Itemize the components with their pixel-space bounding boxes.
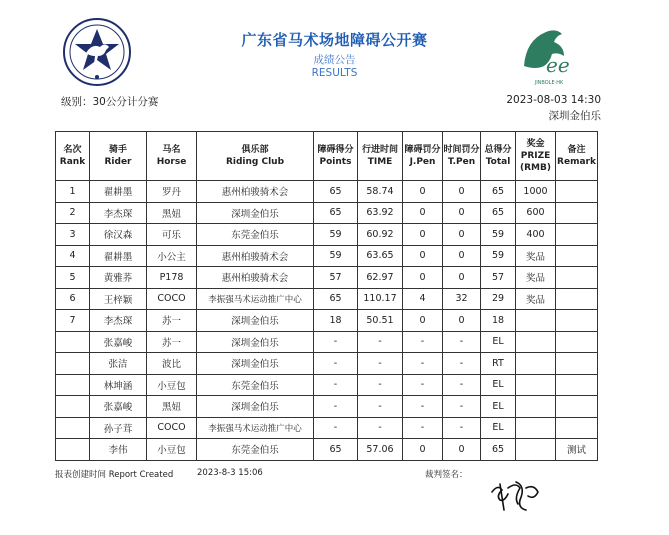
column-header-line: 时间罚分 <box>443 145 480 155</box>
cell-time: 58.74 <box>358 181 403 203</box>
cell-club: 深圳金伯乐 <box>197 331 314 353</box>
cell-total: 65 <box>481 439 516 461</box>
table-row <box>56 267 598 289</box>
table-row <box>56 310 598 332</box>
cell-remark <box>556 310 598 332</box>
cell-rider: 李伟 <box>90 439 147 461</box>
cell-remark <box>556 181 598 203</box>
cell-rider: 王梓颖 <box>90 288 147 310</box>
column-header-line: Points <box>319 157 352 167</box>
cell-club: 深圳金伯乐 <box>197 202 314 224</box>
cell-rider: 徐汉森 <box>90 224 147 246</box>
cell-jump-penalty: - <box>403 374 443 396</box>
judge-signature-label: 裁判签名： <box>425 470 468 480</box>
cell-total: 18 <box>481 310 516 332</box>
column-header-time-penalty <box>443 132 481 181</box>
cell-time: 62.97 <box>358 267 403 289</box>
cell-prize: 400 <box>516 224 556 246</box>
cell-points: 59 <box>314 224 358 246</box>
cell-horse: 小豆包 <box>147 374 197 396</box>
cell-horse: COCO <box>147 288 197 310</box>
cell-rank <box>56 439 90 461</box>
column-header-remark <box>556 132 598 181</box>
cell-points: 57 <box>314 267 358 289</box>
cell-horse: 黑妞 <box>147 202 197 224</box>
cell-time: 57.06 <box>358 439 403 461</box>
cell-remark <box>556 353 598 375</box>
cell-total: 65 <box>481 181 516 203</box>
page-title: 广东省马术场地障碍公开赛 <box>241 31 428 49</box>
table-row <box>56 181 598 203</box>
cell-jump-penalty: 0 <box>403 202 443 224</box>
column-header-line: PRIZE <box>520 151 551 161</box>
cell-time-penalty: - <box>443 331 481 353</box>
cell-jump-penalty: - <box>403 417 443 439</box>
cell-prize <box>516 396 556 418</box>
cell-rank <box>56 396 90 418</box>
cell-rider: 翟耕墨 <box>90 181 147 203</box>
judge-signature <box>486 474 546 514</box>
cell-prize <box>516 374 556 396</box>
cell-time-penalty: - <box>443 396 481 418</box>
cell-rider: 孙子茸 <box>90 417 147 439</box>
cell-remark <box>556 374 598 396</box>
event-venue: 深圳金伯乐 <box>548 110 601 122</box>
cell-time: - <box>358 396 403 418</box>
column-header-line: 奖金 <box>526 139 545 149</box>
cell-time: 63.92 <box>358 202 403 224</box>
cell-prize <box>516 331 556 353</box>
cell-club: 东莞金伯乐 <box>197 224 314 246</box>
cell-rider: 李杰琛 <box>90 310 147 332</box>
cell-prize <box>516 353 556 375</box>
cell-remark <box>556 417 598 439</box>
cell-total: 57 <box>481 267 516 289</box>
cell-rank: 6 <box>56 288 90 310</box>
cell-horse: 黑妞 <box>147 396 197 418</box>
cell-club: 惠州柏骏骑术会 <box>197 245 314 267</box>
table-row <box>56 224 598 246</box>
cell-remark <box>556 288 598 310</box>
table-header-row <box>56 132 598 181</box>
competition-level: 级别：30公分计分赛 <box>61 96 159 108</box>
cell-time-penalty: 0 <box>443 224 481 246</box>
cell-rank <box>56 331 90 353</box>
column-header-line: Rider <box>104 157 132 167</box>
cell-total: 29 <box>481 288 516 310</box>
cell-time-penalty: 0 <box>443 310 481 332</box>
table-row <box>56 396 598 418</box>
cell-jump-penalty: 0 <box>403 310 443 332</box>
cell-jump-penalty: 0 <box>403 224 443 246</box>
cell-jump-penalty: 0 <box>403 245 443 267</box>
column-header-line: Riding Club <box>225 157 285 167</box>
cell-time-penalty: 0 <box>443 267 481 289</box>
cell-remark <box>556 396 598 418</box>
cell-rank <box>56 374 90 396</box>
cell-rider: 张嘉峻 <box>90 396 147 418</box>
svg-text:JINBOLE·HK: JINBOLE·HK <box>534 80 564 86</box>
cell-jump-penalty: - <box>403 331 443 353</box>
cell-total: 65 <box>481 202 516 224</box>
column-header-points <box>314 132 358 181</box>
cell-remark <box>556 245 598 267</box>
results-table <box>55 131 598 461</box>
cell-time: 110.17 <box>358 288 403 310</box>
table-row <box>56 245 598 267</box>
cell-prize: 1000 <box>516 181 556 203</box>
cell-total: RT <box>481 353 516 375</box>
cell-rank: 5 <box>56 267 90 289</box>
cell-time: - <box>358 331 403 353</box>
column-header-line: (RMB) <box>520 163 551 173</box>
cell-remark <box>556 224 598 246</box>
cell-time: - <box>358 417 403 439</box>
cell-prize: 奖品 <box>516 245 556 267</box>
cell-rank: 4 <box>56 245 90 267</box>
cell-rank: 3 <box>56 224 90 246</box>
cell-time: 63.65 <box>358 245 403 267</box>
column-header-line: J.Pen <box>409 157 436 167</box>
cell-total: 59 <box>481 224 516 246</box>
cell-remark: 测试 <box>556 439 598 461</box>
cell-rank <box>56 353 90 375</box>
cell-horse: 波比 <box>147 353 197 375</box>
cell-rider: 张嘉峻 <box>90 331 147 353</box>
table-row <box>56 417 598 439</box>
cell-points: - <box>314 374 358 396</box>
column-header-line: Rank <box>59 157 86 167</box>
report-created-label: 报表创建时间 Report Created <box>55 470 174 480</box>
column-header-total <box>481 132 516 181</box>
cell-horse: 罗丹 <box>147 181 197 203</box>
column-header-line: 行进时间 <box>361 145 398 155</box>
cell-points: 65 <box>314 202 358 224</box>
cell-remark <box>556 202 598 224</box>
column-header-line: TIME <box>367 157 393 167</box>
cell-total: EL <box>481 417 516 439</box>
cell-rank <box>56 417 90 439</box>
table-row <box>56 374 598 396</box>
cell-club: 李振强马术运动推广中心 <box>197 417 314 439</box>
column-header-rank <box>56 132 90 181</box>
column-header-jump-penalty <box>403 132 443 181</box>
column-header-line: Horse <box>156 157 187 167</box>
cell-time-penalty: 0 <box>443 245 481 267</box>
cell-club: 东莞金伯乐 <box>197 439 314 461</box>
cell-time-penalty: 0 <box>443 181 481 203</box>
table-row <box>56 439 598 461</box>
column-header-prize <box>516 132 556 181</box>
cell-jump-penalty: 0 <box>403 267 443 289</box>
cell-club: 深圳金伯乐 <box>197 353 314 375</box>
cell-club: 惠州柏骏骑术会 <box>197 181 314 203</box>
column-header-line: 总得分 <box>484 145 512 155</box>
column-header-line: 备注 <box>567 145 586 155</box>
cell-prize <box>516 417 556 439</box>
cell-jump-penalty: 4 <box>403 288 443 310</box>
column-header-time <box>358 132 403 181</box>
table-row <box>56 202 598 224</box>
column-header-line: T.Pen <box>447 157 476 167</box>
event-datetime: 2023-08-03 14:30 <box>506 94 601 106</box>
cell-prize <box>516 310 556 332</box>
column-header-line: Total <box>485 157 511 167</box>
cell-points: 65 <box>314 181 358 203</box>
cell-points: - <box>314 417 358 439</box>
cell-jump-penalty: - <box>403 396 443 418</box>
cell-time-penalty: - <box>443 353 481 375</box>
page-subtitle-en: RESULTS <box>311 67 358 79</box>
cell-club: 深圳金伯乐 <box>197 310 314 332</box>
cell-points: - <box>314 331 358 353</box>
cell-club: 惠州柏骏骑术会 <box>197 267 314 289</box>
cell-time-penalty: 0 <box>443 202 481 224</box>
cell-time: 50.51 <box>358 310 403 332</box>
column-header-line: 障碍得分 <box>317 145 354 155</box>
report-created-date: 2023-8-3 15:06 <box>197 468 263 478</box>
cell-rider: 张洁 <box>90 353 147 375</box>
column-header-line: 障碍罚分 <box>404 145 441 155</box>
cell-prize: 600 <box>516 202 556 224</box>
column-header-line: 马名 <box>162 145 181 155</box>
cell-rider: 李杰琛 <box>90 202 147 224</box>
table-row <box>56 331 598 353</box>
column-header-line: Remark <box>557 157 596 167</box>
column-header-line: 骑手 <box>108 145 127 155</box>
cell-points: 65 <box>314 439 358 461</box>
cell-prize: 奖品 <box>516 267 556 289</box>
cell-rider: 黄雅荞 <box>90 267 147 289</box>
cell-points: 65 <box>314 288 358 310</box>
cell-time-penalty: - <box>443 417 481 439</box>
cell-remark <box>556 331 598 353</box>
cell-jump-penalty: 0 <box>403 439 443 461</box>
cell-horse: P178 <box>147 267 197 289</box>
cell-rider: 翟耕墨 <box>90 245 147 267</box>
cell-points: - <box>314 353 358 375</box>
cell-remark <box>556 267 598 289</box>
cell-rank: 2 <box>56 202 90 224</box>
cell-prize: 奖品 <box>516 288 556 310</box>
cell-jump-penalty: - <box>403 353 443 375</box>
table-row <box>56 288 598 310</box>
column-header-horse <box>147 132 197 181</box>
svg-text:ee: ee <box>546 53 570 77</box>
cell-horse: 苏一 <box>147 310 197 332</box>
cell-time: - <box>358 353 403 375</box>
cell-time: 60.92 <box>358 224 403 246</box>
cell-total: EL <box>481 331 516 353</box>
cell-total: 59 <box>481 245 516 267</box>
cell-horse: 小豆包 <box>147 439 197 461</box>
cell-points: 59 <box>314 245 358 267</box>
cell-club: 深圳金伯乐 <box>197 396 314 418</box>
cell-club: 东莞金伯乐 <box>197 374 314 396</box>
cell-horse: 可乐 <box>147 224 197 246</box>
table-row <box>56 353 598 375</box>
column-header-rider <box>90 132 147 181</box>
page-subtitle: 成绩公告 <box>313 54 356 66</box>
cell-time-penalty: 0 <box>443 439 481 461</box>
cell-points: - <box>314 396 358 418</box>
cell-horse: COCO <box>147 417 197 439</box>
cell-rank: 7 <box>56 310 90 332</box>
cell-time-penalty: 32 <box>443 288 481 310</box>
cell-horse: 小公主 <box>147 245 197 267</box>
cell-horse: 苏一 <box>147 331 197 353</box>
column-header-club <box>197 132 314 181</box>
cell-points: 18 <box>314 310 358 332</box>
cell-time: - <box>358 374 403 396</box>
column-header-line: 名次 <box>63 145 82 155</box>
cell-club: 李振强马术运动推广中心 <box>197 288 314 310</box>
cell-jump-penalty: 0 <box>403 181 443 203</box>
cell-rank: 1 <box>56 181 90 203</box>
cell-prize <box>516 439 556 461</box>
column-header-line: 俱乐部 <box>241 145 269 155</box>
cell-total: EL <box>481 396 516 418</box>
cell-total: EL <box>481 374 516 396</box>
cell-rider: 林坤涵 <box>90 374 147 396</box>
cell-time-penalty: - <box>443 374 481 396</box>
